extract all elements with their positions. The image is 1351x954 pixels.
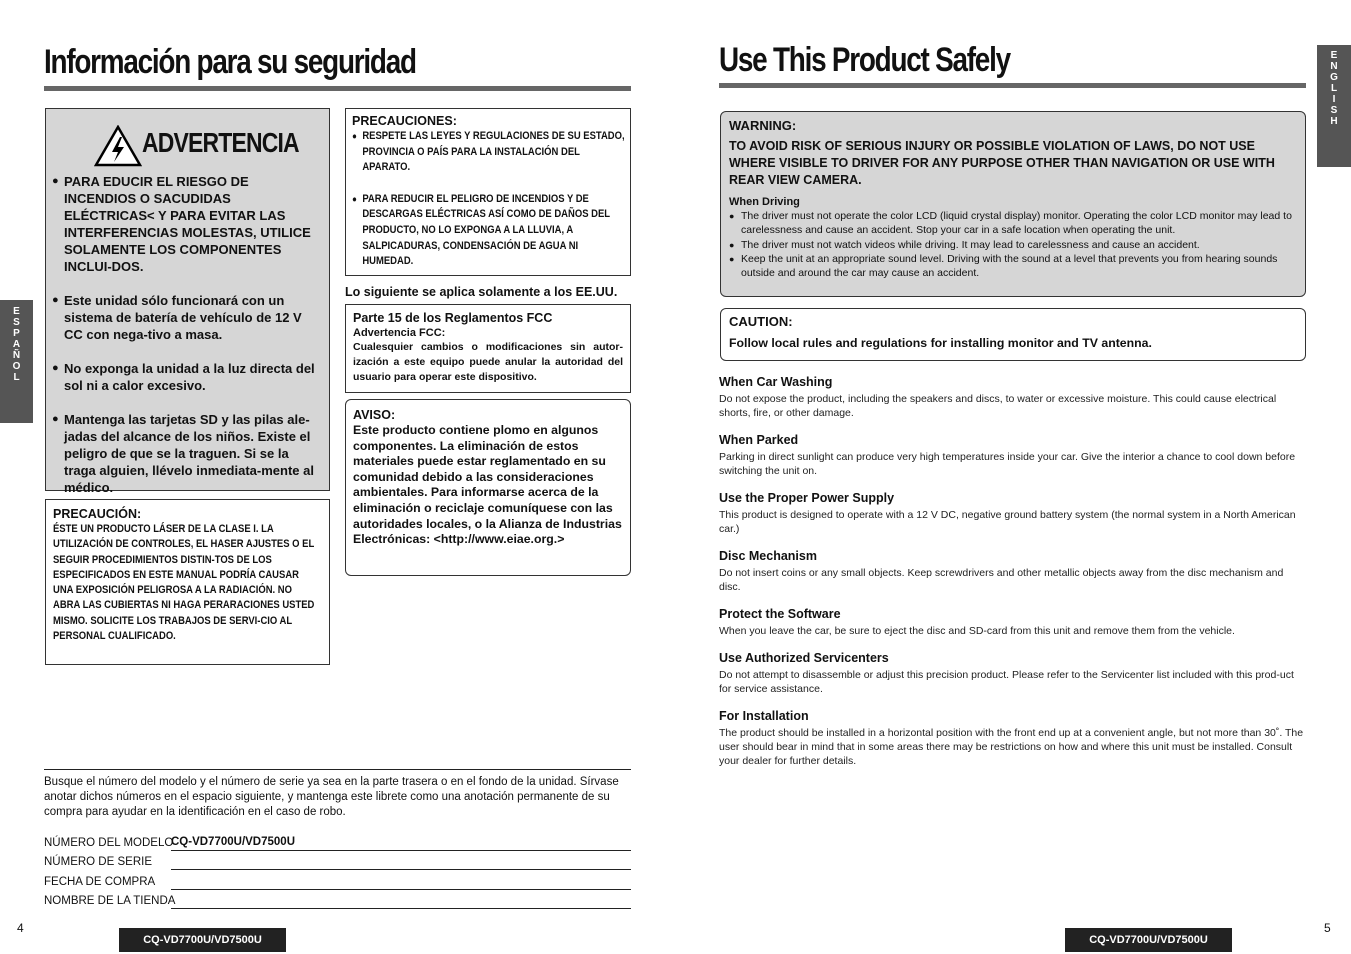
- title-rule-es: [44, 86, 631, 91]
- section-text: When you leave the car, be sure to eject the disc and SD-card from this unit and remove them from the vehicle.: [719, 625, 1235, 637]
- section-heading: Protect the Software: [719, 607, 841, 621]
- section-text: Do not insert coins or any small objects. Keep screwdrivers and other metallic objects away from the disc mechanism and disc.: [719, 567, 1284, 593]
- side-tab-letter: I: [1332, 94, 1336, 105]
- when-driving-list: [729, 209, 1297, 280]
- safety-section: [719, 650, 1304, 696]
- record-field-value: [171, 893, 631, 909]
- fcc-subheading: Advertencia FCC:: [353, 327, 446, 339]
- when-driving-heading: When Driving: [729, 196, 800, 208]
- section-text: Parking in direct sunlight can produce very high temperatures inside your car. Give the interior a chance to cool down before switching the unit on.: [719, 451, 1296, 477]
- advertencia-box: [45, 108, 330, 495]
- warning-heading: WARNING:: [729, 118, 797, 133]
- page-number-left: 4: [17, 921, 24, 935]
- footer-model-left: CQ-VD7700U/VD7500U: [119, 928, 286, 952]
- record-fields: [44, 831, 631, 909]
- fcc-heading: Parte 15 de los Reglamentos FCC: [353, 311, 553, 325]
- safety-section: [719, 548, 1304, 594]
- safety-section: [719, 708, 1304, 768]
- section-heading: Use the Proper Power Supply: [719, 491, 895, 505]
- side-tab-espanol: [0, 300, 33, 423]
- record-field-label: FECHA DE COMPRA: [44, 875, 156, 888]
- page-number-right: 5: [1324, 921, 1331, 935]
- advertencia-item: ● Mantenga las tarjetas SD y las pilas ale-jadas del alcance de los niños. Existe el peligro de que se la traguen. Si se la traga alguien, llévelo inmediata-mente al médico.: [52, 411, 322, 496]
- side-tab-letter: S: [13, 317, 20, 328]
- caution-text: Follow local rules and regulations for installing monitor and TV antenna.: [729, 336, 1152, 350]
- fcc-box: [345, 304, 631, 393]
- precauciones-item: ● PARA REDUCIR EL PELIGRO DE INCENDIOS Y DE DESCARGAS ELÉCTRICAS ASÍ COMO DE DAÑOS DEL PRODUCTO, NO LO EXPONGA A LA LLUVIA, A SALPICADURAS, CONDENSACIÓN DE AGUA NI HUMEDAD.: [352, 192, 625, 270]
- aviso-heading: AVISO:: [353, 408, 396, 422]
- title-rule-en: [719, 83, 1306, 88]
- section-heading: When Car Washing: [719, 375, 833, 389]
- warning-box: [720, 111, 1306, 297]
- warning-text: TO AVOID RISK OF SERIOUS INJURY OR POSSIBLE VIOLATION OF LAWS, DO NOT USE WHERE VISIBLE TO DRIVER FOR ANY PURPOSE OTHER THAN NAVIGATION OR USE WITH REAR VIEW CAMERA.: [729, 139, 1275, 187]
- page-title-en: Use This Product Safely: [719, 41, 1010, 79]
- safety-sections: [719, 374, 1304, 780]
- record-field-row: [44, 890, 631, 910]
- record-field-label: NOMBRE DE LA TIENDA: [44, 895, 176, 907]
- precauciones-item: ● RESPETE LAS LEYES Y REGULACIONES DE SU ESTADO, PROVINCIA O PAÍS PARA LA INSTALACIÓN DEL APARATO.: [352, 129, 625, 176]
- precauciones-box: [345, 108, 631, 276]
- precaucion-box: [45, 499, 330, 665]
- side-tab-letter: H: [1330, 116, 1338, 127]
- section-text: Do not attempt to disassemble or adjust this precision product. Please refer to the Servicenter list included with this prod-uct for service assistance.: [719, 669, 1294, 695]
- advertencia-item: ● Este unidad sólo funcionará con un sistema de batería de vehículo de 12 V CC con nega-tivo a masa.: [52, 292, 322, 343]
- page-title-es: Información para su seguridad: [44, 43, 416, 81]
- side-tab-letter: N: [1330, 61, 1338, 72]
- side-tab-letter: P: [13, 328, 20, 339]
- side-tab-letter: Ñ: [12, 350, 21, 361]
- record-divider: [44, 769, 631, 770]
- record-field-row: [44, 870, 631, 890]
- record-intro: Busque el número del modelo y el número de serie ya sea en la parte trasera o en el fondo de la unidad. Sírvase anotar dichos números en el espacio siguiente, y mantenga este librete como una anotación permanente de su compra para ayudar en la identificación en el caso de robo.: [44, 776, 619, 818]
- side-tab-letter: L: [1330, 83, 1338, 94]
- record-field-row: [44, 831, 631, 851]
- record-field-value: [171, 854, 631, 870]
- record-field-label: NÚMERO DE SERIE: [44, 856, 152, 868]
- precauciones-list: [352, 129, 625, 270]
- when-driving-item: ● Keep the unit at an appropriate sound level. Driving with the sound at a level that prevents you from hearing sounds outside and around the car may cause an accident.: [729, 252, 1297, 281]
- when-driving-item: ● The driver must not operate the color LCD (liquid crystal display) monitor. Operating the color LCD monitor may lead to carelessness and cause an accident. Stop your car in a safe location when operating the unit.: [729, 209, 1297, 238]
- side-tab-letter: A: [12, 339, 21, 350]
- precauciones-heading: PRECAUCIONES:: [352, 114, 457, 128]
- side-tab-letter: S: [1330, 105, 1338, 116]
- record-field-row: [44, 851, 631, 871]
- record-field-value: CQ-VD7700U/VD7500U: [171, 835, 631, 851]
- caution-heading: CAUTION:: [729, 314, 793, 329]
- warning-triangle-icon: [94, 125, 142, 172]
- advertencia-item: ● No exponga la unidad a la luz directa del sol ni a calor excesivo.: [52, 360, 322, 394]
- record-field-label: NÚMERO DEL MODELO: [44, 836, 174, 849]
- safety-section: [719, 490, 1304, 536]
- fcc-text: Cualesquier cambios o modificaciones sin autor-ización a este equipo puede anular la autoridad del usuario para operar este dispositivo.: [353, 341, 623, 383]
- safety-section: [719, 432, 1304, 478]
- section-heading: When Parked: [719, 433, 799, 447]
- section-text: The product should be installed in a horizontal position with the front end up at a convenient angle, but not more than 30˚. The user should bear in mind that in some areas there may be restrictions on how and where this unit must be installed. Consult your dealer for further details.: [719, 727, 1304, 767]
- section-text: This product is designed to operate with a 12 V DC, negative ground battery system (the normal system in a North American car.): [719, 509, 1296, 535]
- aviso-box: [345, 399, 631, 576]
- usa-note: Lo siguiente se aplica solamente a los EE.UU.: [345, 285, 618, 299]
- side-tab-letter: E: [1330, 50, 1338, 61]
- safety-section: [719, 606, 1304, 638]
- advertencia-heading: ADVERTENCIA: [142, 127, 299, 158]
- section-heading: Disc Mechanism: [719, 549, 817, 563]
- aviso-text: Este producto contiene plomo en algunos componentes. La eliminación de estos materiales puede estar reglamentado en su comunidad debido a las consideraciones ambientales. Para informarse acerca de la eliminación o reciclaje comuníquese con las autoridades locales, o la Alianza de Industrias Electrónicas: <http://www.eiae.org.>: [353, 423, 622, 547]
- side-tab-letter: E: [13, 306, 20, 317]
- section-text: Do not expose the product, including the speakers and discs, to water or excessive moisture. This could cause electrical shorts, fire, or other damage.: [719, 393, 1277, 419]
- safety-section: [719, 374, 1304, 420]
- record-field-value: [171, 874, 631, 890]
- advertencia-item: ● PARA EDUCIR EL RIESGO DE INCENDIOS O SACUDIDAS ELÉCTRICAS< Y PARA EVITAR LAS INTERFERENCIAS MOLESTAS, UTILICE SOLAMENTE LOS COMPONENTES INCLUI-DOS.: [52, 173, 322, 275]
- precaucion-heading: PRECAUCIÓN:: [53, 507, 142, 521]
- precaucion-text: ÉSTE UN PRODUCTO LÁSER DE LA CLASE I. LA UTILIZACIÓN DE CONTROLES, EL HASER AJUSTES O EL SEGUIR PROCEDIMIENTOS DISTIN-TOS DE LOS ESPECIFICADOS EN ESTE MANUAL PODRÍA CAUSAR UNA EXPOSICIÓN PELIGROSA A LA RADIACIÓN. NO ABRA LAS CUBIERTAS NI HAGA PERARACIONES USTED MISMO. SOLICITE LOS TRABAJOS DE SERVI-CIO AL PERSONAL CUALIFICADO.: [53, 523, 315, 643]
- section-heading: For Installation: [719, 709, 809, 723]
- caution-box: [720, 308, 1306, 361]
- advertencia-list: [52, 173, 382, 513]
- side-tab-letter: O: [12, 361, 21, 372]
- section-heading: Use Authorized Servicenters: [719, 651, 889, 665]
- side-tab-english: [1317, 45, 1351, 167]
- footer-model-right: CQ-VD7700U/VD7500U: [1065, 928, 1232, 952]
- side-tab-letter: G: [1330, 72, 1338, 83]
- when-driving-item: ● The driver must not watch videos while driving. It may lead to carelessness and cause an accident.: [729, 238, 1297, 252]
- side-tab-letter: L: [13, 372, 20, 383]
